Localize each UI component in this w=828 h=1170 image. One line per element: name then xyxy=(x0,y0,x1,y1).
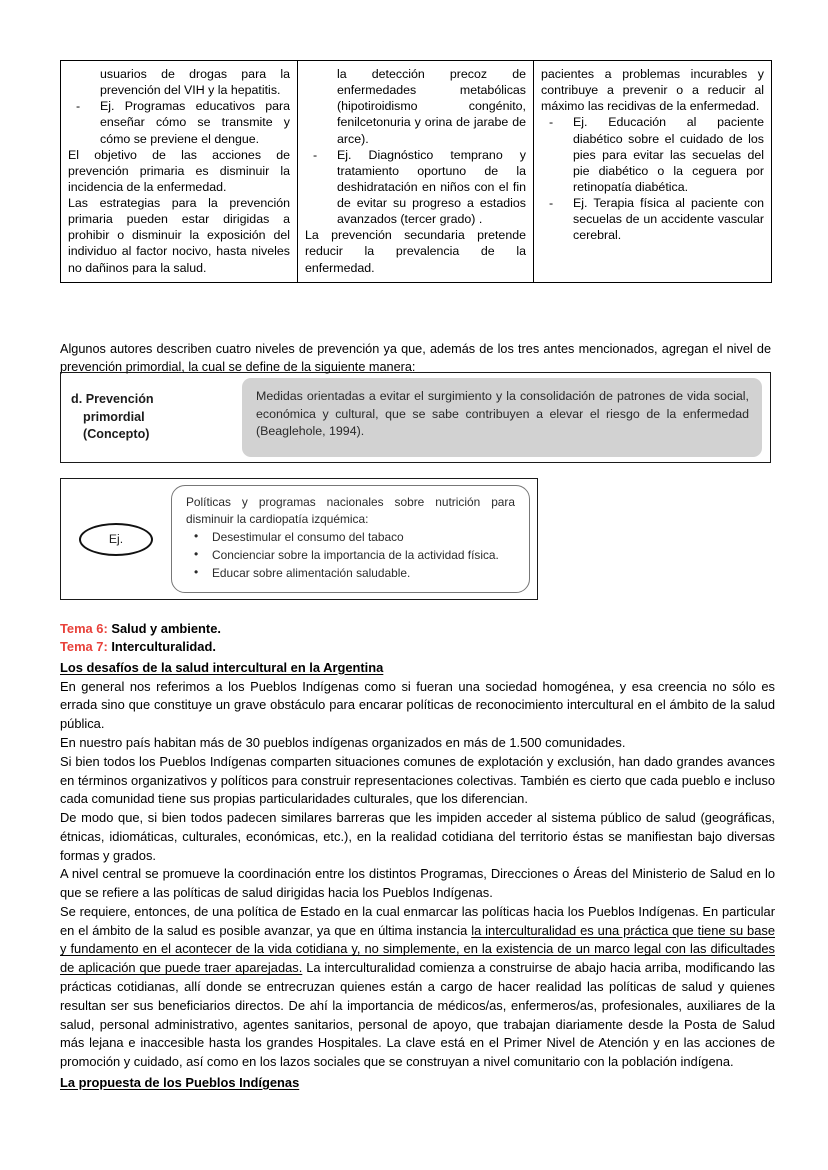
cell2-dash-item-1 xyxy=(305,147,526,228)
paragraph-6 xyxy=(60,903,775,1072)
list-item: • Educar sobre alimentación saludable. xyxy=(186,565,515,582)
tema-7-value: Interculturalidad. xyxy=(107,639,216,655)
dash-marker: - xyxy=(549,115,554,130)
cell3-continued-text: pacientes a problemas incurables y contribuye a prevenir o a reducir al máximo las recidivas de la enfermedad. xyxy=(541,67,764,114)
cell1-dash-item-1 xyxy=(68,98,290,146)
section-heading-desafios: Los desafíos de la salud intercultural en la Argentina xyxy=(60,659,384,675)
tema-7-line xyxy=(60,638,775,656)
paragraph-6-part2: La interculturalidad comienza a construirse de abajo hacia arriba, modificando las prácticas cotidianas, allí donde se entrecruzan quienes están a cargo de hacer realidad las políticas de salud y quienes resultan ser sus beneficiarios directos. De ahí la importancia de médicos/as, enfermeros/as, profesionales, auxiliares de la salud, personal administrativo, agentes sanitarios, personal de apoyo, que trabajan diariamente desde la Posta de Salud más lejana e inaccesible hasta los grandes Hospitales. La clave está en el Primer Nivel de Atención y en las acciones de promoción y cuidado, así como en los lazos sociales que se construyan a nivel comunitario con la población indígena. xyxy=(60,960,775,1070)
paragraph-1: En general nos referimos a los Pueblos Indígenas como si fueran una sociedad homogénea, y esa creencia no sólo es errada sino que constituye un grave obstáculo para encarar políticas de reconocimiento intercultural en el ámbito de la salud pública. xyxy=(60,678,775,732)
cell1-paragraph-2: Las estrategias para la prevención primaria pueden estar dirigidas a prohibir o disminuir la exposición del individuo al factor nocivo, hasta niveles no dañinos para la salud. xyxy=(68,196,290,275)
section-heading-propuesta: La propuesta de los Pueblos Indígenas xyxy=(60,1074,300,1090)
primordial-label-line2: primordial xyxy=(83,409,145,424)
primordial-definition-text: Medidas orientadas a evitar el surgimiento y la consolidación de patrones de vida social, económica y cultural, que se sabe contribuyen a elevar el riesgo de la enfermedad (Beaglehole, 1994). xyxy=(242,378,762,457)
tema-6-line xyxy=(60,620,775,638)
dash-text: Ej. Programas educativos para enseñar cómo se transmite y cómo se previene el dengue. xyxy=(100,99,290,146)
cell2-paragraph-1: La prevención secundaria pretende reducir la prevalencia de la enfermedad. xyxy=(305,228,526,275)
cell3-dash-item-1 xyxy=(541,114,764,195)
table-cell-tertiary-prevention xyxy=(534,61,772,283)
cell1-continued-text: usuarios de drogas para la prevención del VIH y la hepatitis. xyxy=(100,67,290,98)
cell1-paragraph-1: El objetivo de las acciones de prevención primaria es disminuir la incidencia de la enfermedad. xyxy=(68,147,290,194)
dash-marker: - xyxy=(313,147,318,162)
primordial-label-line3: (Concepto) xyxy=(83,427,150,442)
example-badge-ellipse: Ej. xyxy=(79,523,153,556)
cell3-dash-item-2 xyxy=(541,195,764,243)
example-content xyxy=(171,485,530,593)
tema-6-key: Tema 6: xyxy=(60,621,108,636)
example-bullet-list xyxy=(186,529,515,582)
intro-paragraph: Algunos autores describen cuatro niveles de prevención ya que, además de los tres antes mencionados, agregan el nivel de prevención primordial, la cual se define de la siguiente manera: xyxy=(60,341,771,374)
table-cell-secondary-prevention xyxy=(298,61,534,283)
paragraph-3: Si bien todos los Pueblos Indígenas comparten situaciones comunes de explotación y exclusión, han dado grandes avances en términos organizativos y políticos para construir representaciones colectivas. También es cierto que cada pueblo e incluso cada comunidad tiene sus propias particularidades culturales, que los diferencian. xyxy=(60,753,775,807)
paragraph-5: A nivel central se promueve la coordinación entre los distintos Programas, Direcciones o Áreas del Ministerio de Salud en lo que se refiere a las políticas de salud dirigidas hacia los Pueblos Indígenas. xyxy=(60,866,775,901)
list-item: • Desestimular el consumo del tabaco xyxy=(186,529,515,546)
dash-text: Ej. Educación al paciente diabético sobre el cuidado de los pies para evitar las secuelas del pie diabético o la ceguera por retinopatía diabética. xyxy=(573,115,764,194)
dash-text: Ej. Diagnóstico temprano y tratamiento oportuno de la deshidratación en niños con el fin de evitar su progreso a estadios avanzados (tercer grado) . xyxy=(337,147,526,227)
cell2-continued-text: la detección precoz de enfermedades metabólicas (hipotiroidismo congénito, fenilcetonuria y orina de jarabe de arce). xyxy=(337,67,526,146)
list-item: • Concienciar sobre la importancia de la actividad física. xyxy=(186,547,515,564)
paragraph-6-underlined: la interculturalidad es una práctica que tiene su base y fundamento en el acontecer de la vida cotidiana y, no simplemente, en la existencia de un marco legal con las dificultades de aplicación que puede traer aparejadas. xyxy=(60,922,775,976)
example-badge-wrap xyxy=(61,523,171,556)
example-box xyxy=(60,478,538,600)
paragraph-4: De modo que, si bien todos padecen similares barreras que les impiden acceder al sistema público de salud (geográficas, étnicas, idiomáticas, culturales, económicas, etc.), en la realidad cotidiana del territorio éstas se manifiestan bajo diversas formas y grados. xyxy=(60,810,775,863)
primordial-label-line1: d. Prevención xyxy=(71,392,154,407)
example-lead-text: Políticas y programas nacionales sobre nutrición para disminuir la cardiopatía izquémica: xyxy=(186,495,515,526)
dash-text: Ej. Terapia física al paciente con secuelas de un accidente vascular cerebral. xyxy=(573,196,764,243)
paragraph-6-part1: Se requiere, entonces, de una política de Estado en la cual enmarcar las políticas hacia los Pueblos Indígenas. En particular en el ámbito de la salud es posible avanzar, ya que en última instancia xyxy=(60,903,775,938)
dash-marker: - xyxy=(76,99,81,114)
tema-7-key: Tema 7: xyxy=(60,639,108,655)
table-row xyxy=(61,61,772,283)
table-cell-primary-prevention xyxy=(61,61,298,283)
dash-marker: - xyxy=(549,196,554,210)
primordial-label xyxy=(61,373,242,462)
primordial-prevention-box xyxy=(60,372,771,463)
paragraph-2: En nuestro país habitan más de 30 pueblos indígenas organizados en más de 1.500 comunidades. xyxy=(60,735,626,751)
body-text-block xyxy=(60,620,775,1093)
prevention-levels-table xyxy=(60,60,772,283)
tema-6-value: Salud y ambiente. xyxy=(107,621,221,636)
